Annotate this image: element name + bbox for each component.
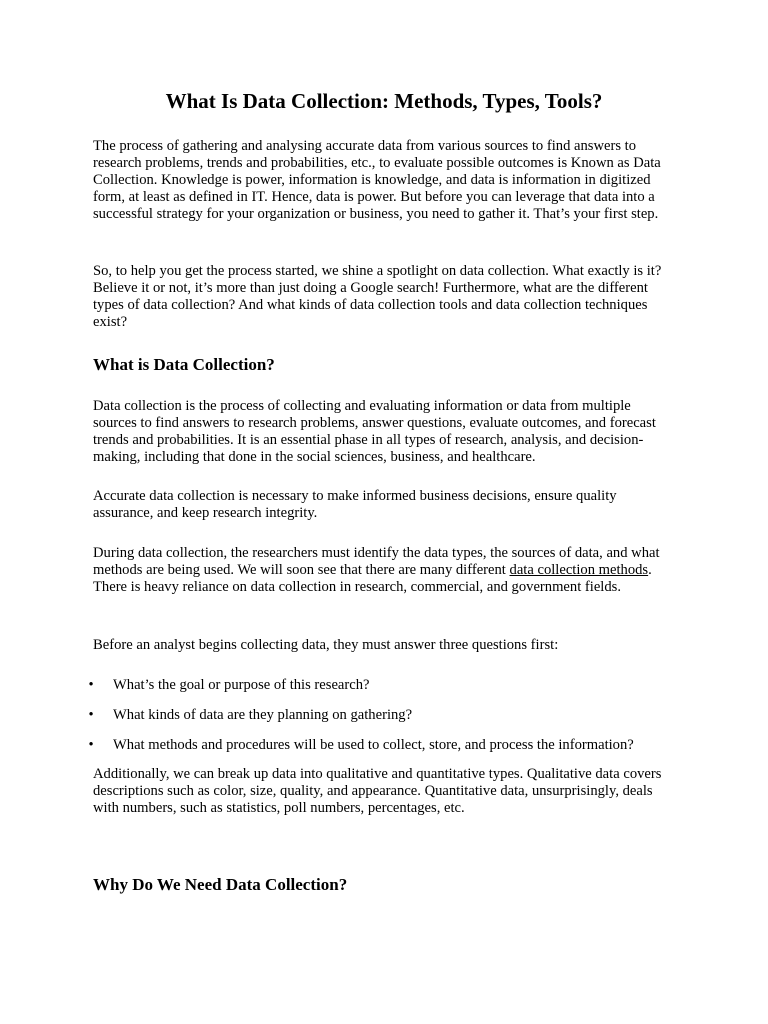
document-title: What Is Data Collection: Methods, Types, Tools? [165, 89, 603, 113]
what-paragraph-1: Data collection is the process of collecting and evaluating information or data from multiple sources to find answers to research problems, answer questions, evaluate outcomes, and forecast trends and probabilities. It is an essential phase in all types of research, analysis, and decision-making, including that done in the social sciences, business, and healthcare. [93, 398, 656, 465]
bullet-icon: • [88, 737, 94, 753]
what-paragraph-5: Additionally, we can break up data into qualitative and quantitative types. Qualitative data covers descriptions such as color, size, quality, and appearance. Quantitative data, unsurprisingly, deals with numbers, such as statistics, poll numbers, percentages, etc. [93, 766, 662, 816]
what-paragraph-2: Accurate data collection is necessary to make informed business decisions, ensure quality assurance, and keep research integrity. [93, 488, 617, 521]
bullet-icon: • [88, 707, 94, 723]
what-paragraph-4: Before an analyst begins collecting data, they must answer three questions first: [93, 637, 559, 653]
list-item-text: What’s the goal or purpose of this research? [113, 677, 370, 693]
data-collection-methods-link[interactable]: data collection methods [509, 562, 649, 578]
what-paragraph-3-text-before: During data collection, the researchers must identify the data types, the sources of data, and what methods are being used. We will soon see that there are many different [93, 545, 660, 578]
what-paragraph-3 [93, 545, 678, 596]
list-item-text: What methods and procedures will be used to collect, store, and process the information? [113, 737, 634, 753]
section-heading-what-is-data-collection: What is Data Collection? [93, 355, 275, 374]
section-heading-why-data-collection: Why Do We Need Data Collection? [93, 875, 348, 894]
bullet-icon: • [88, 677, 94, 693]
list-item-text: What kinds of data are they planning on gathering? [113, 707, 413, 723]
what-paragraph-3-text-after: . There is heavy reliance on data collection in research, commercial, and government fields. [93, 562, 652, 595]
intro-paragraph-2: So, to help you get the process started, we shine a spotlight on data collection. What exactly is it? Believe it or not, it’s more than just doing a Google search! Furthermore, what are the different types of data collection? And what kinds of data collection tools and data collection techniques exist? [93, 263, 662, 330]
intro-paragraph-1: The process of gathering and analysing accurate data from various sources to find answers to research problems, trends and probabilities, etc., to evaluate possible outcomes is Known as Data Collection. Knowledge is power, information is knowledge, and data is information in digitized form, at least as defined in IT. Hence, data is power. But before you can leverage that data into a successful strategy for your organization or business, you need to gather it. That’s your first step. [93, 138, 661, 222]
